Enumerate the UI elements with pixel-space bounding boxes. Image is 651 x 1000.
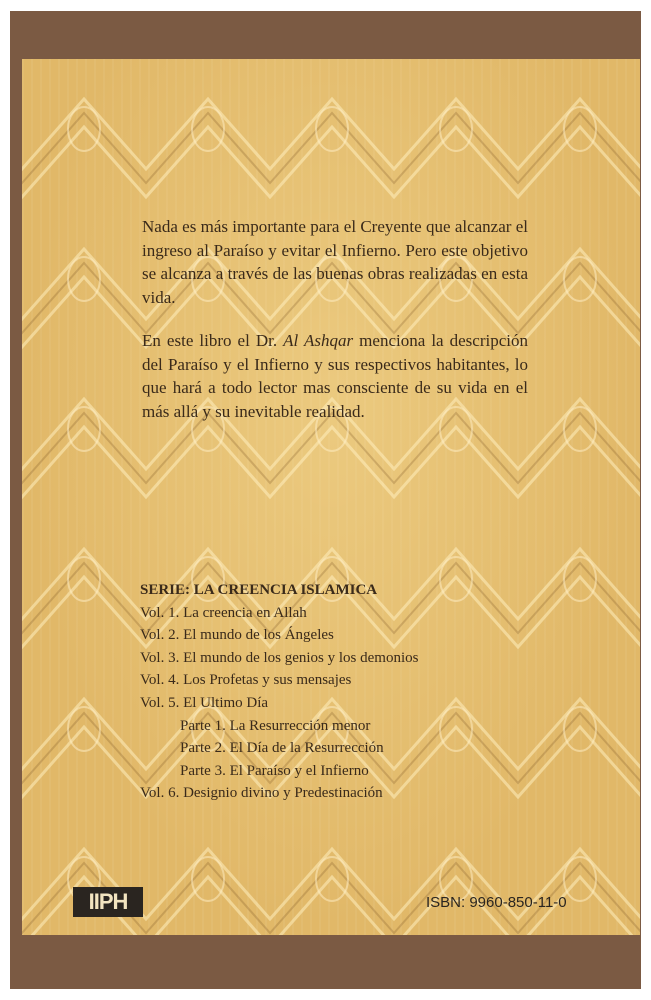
description-paragraph-2 — [142, 329, 528, 423]
description-blurb — [142, 215, 528, 443]
chevron-band — [22, 113, 640, 183]
gold-embossed-panel — [22, 59, 640, 935]
series-list — [140, 579, 540, 805]
series-item-vol3: Vol. 3. El mundo de los genios y los demonios — [140, 649, 419, 666]
iiph-publisher-logo: IIPH — [73, 887, 143, 917]
chevron-band — [22, 99, 640, 169]
isbn-number: ISBN: 9960-850-11-0 — [426, 894, 567, 911]
series-title: SERIE: LA CREENCIA ISLAMICA — [140, 582, 378, 598]
author-name: Al Ashqar — [283, 331, 354, 350]
series-item-vol1: Vol. 1. La creencia en Allah — [140, 604, 307, 621]
series-item-vol2: Vol. 2. El mundo de los Ángeles — [140, 627, 334, 644]
description-p2-start: En este libro el Dr. — [142, 331, 284, 350]
book-back-cover — [10, 11, 641, 989]
description-p2-end: menciona la descripción del Paraíso y el Infierno y sus respectivos habitantes, lo que hará a todo lector mas consciente de su vida en el más allá y su inevitable realidad. — [142, 331, 528, 421]
series-subitem-part2: Parte 2. El Día de la Resurrección — [180, 740, 384, 757]
series-subitem-part1: Parte 1. La Resurrección menor — [180, 717, 371, 734]
description-paragraph-1: Nada es más importante para el Creyente que alcanzar el ingreso al Paraíso y evitar el Infierno. Pero este objetivo se alcanza a través de las buenas obras realizadas en esta vida. — [142, 217, 528, 307]
series-item-vol5: Vol. 5. El Ultimo Día — [140, 694, 269, 711]
series-item-vol4: Vol. 4. Los Profetas y sus mensajes — [140, 672, 352, 689]
series-subitem-part3: Parte 3. El Paraíso y el Infierno — [180, 762, 369, 779]
series-item-vol6: Vol. 6. Designio divino y Predestinación — [140, 785, 383, 802]
